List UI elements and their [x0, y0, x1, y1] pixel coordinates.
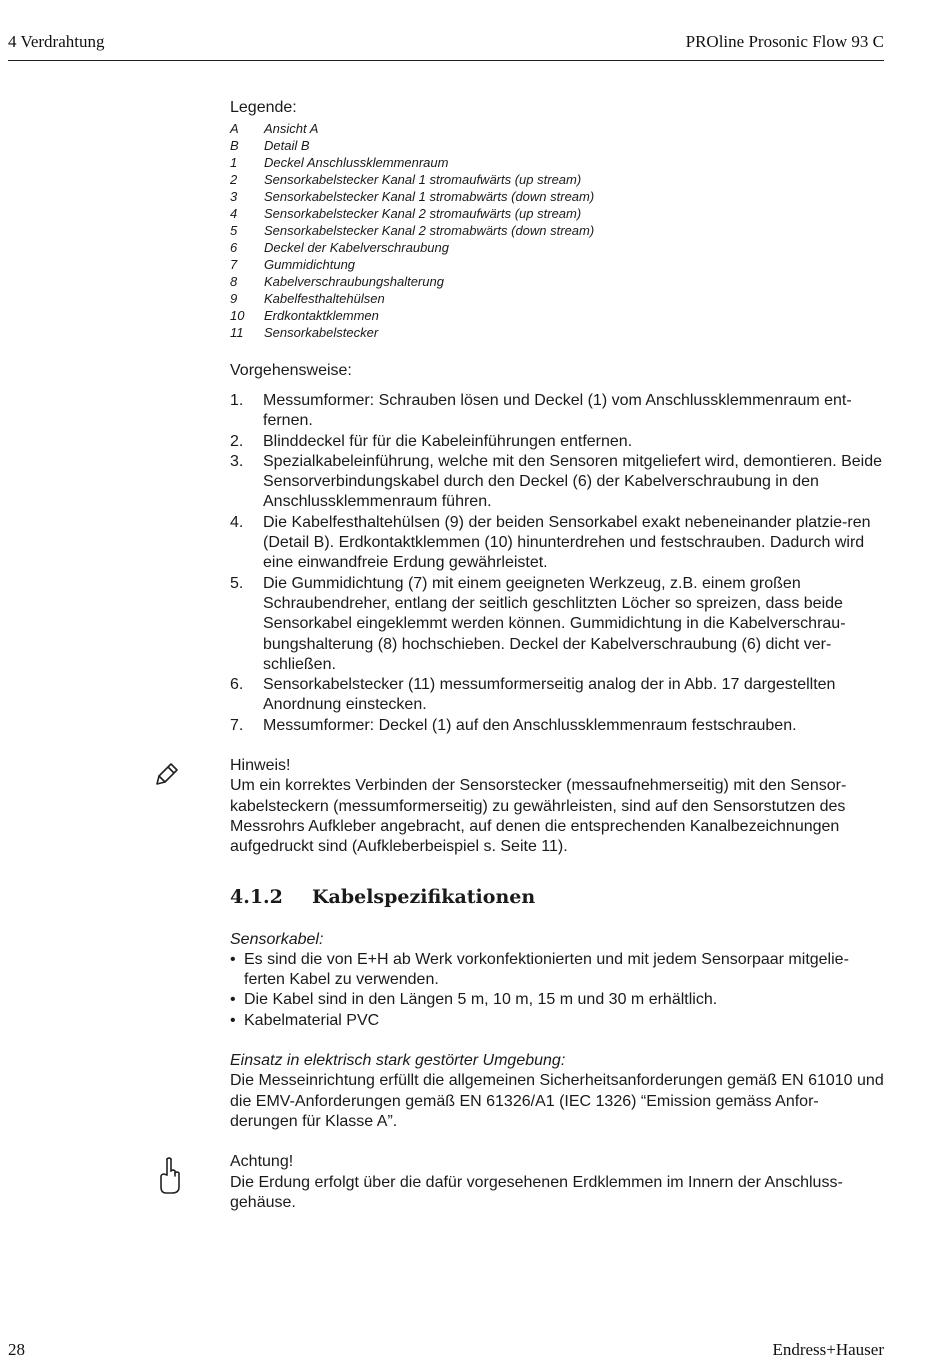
legend-key: 7 [230, 257, 238, 272]
emc-block [230, 1051, 885, 1132]
procedure-step [230, 574, 885, 675]
legend-key: 4 [230, 206, 238, 221]
legend-text: Detail B [264, 138, 310, 153]
legend-item [230, 290, 885, 307]
legend-text: Sensorkabelstecker [264, 325, 379, 340]
legend-text: Sensorkabelstecker Kanal 1 stromabwärts (down stream) [264, 189, 595, 204]
legend-item [230, 307, 885, 324]
bullet-text: Die Kabel sind in den Längen 5 m, 10 m, 15 m und 30 m erhältlich. [244, 991, 718, 1009]
bullet-item: • Die Kabel sind in den Längen 5 m, 10 m, 15 m und 30 m erhältlich. [230, 990, 885, 1010]
legend-key: 1 [230, 155, 238, 170]
legend-text: Kabelverschraubungshalterung [264, 274, 444, 289]
legend-key: 6 [230, 240, 238, 255]
procedure-step [230, 452, 885, 513]
step-text: Messumformer: Deckel (1) auf den Anschlussklemmenraum festschrauben. [263, 716, 797, 734]
bullet-item: • Es sind die von E+H ab Werk vorkonfektionierten und mit jedem Sensorpaar mitgelie-ferten Kabel zu verwenden. [230, 950, 885, 991]
caution-text: Die Erdung erfolgt über die dafür vorgesehenen Erdklemmen im Innern der Anschluss-gehäuse. [230, 1173, 843, 1211]
legend-text: Erdkontaktklemmen [264, 308, 379, 323]
step-number: 3. [230, 452, 244, 470]
page-content [230, 98, 885, 1213]
legend-item [230, 324, 885, 341]
section-heading [230, 886, 885, 908]
legend-item [230, 137, 885, 154]
step-number: 1. [230, 392, 244, 409]
legend-item [230, 222, 885, 239]
legend-text: Sensorkabelstecker Kanal 1 stromaufwärts (up stream) [264, 172, 582, 187]
caution-block [230, 1152, 885, 1213]
bullet-text: Kabelmaterial PVC [244, 1011, 380, 1029]
legend-item [230, 188, 885, 205]
legend-key: B [230, 138, 239, 153]
procedure-steps [230, 391, 885, 736]
legend-item [230, 273, 885, 290]
procedure-step [230, 391, 885, 432]
legend-text: Gummidichtung [264, 257, 356, 272]
legend-item [230, 171, 885, 188]
sensor-cable-title: Sensorkabel: [230, 930, 324, 948]
procedure-step [230, 432, 885, 452]
sensor-cable-block [230, 930, 885, 1031]
step-text: Die Gummidichtung (7) mit einem geeigneten Werkzeug, z.B. einem großen Schraubendreher, entlang der seitlich geschlitzten Löcher so spreizen, dass beide Sensorkabel eingeklemmt werden können. Gummidichtung in die Kabelverschrau-bungshalterung (8) hochschieben. Deckel der Kabelverschraubung (6) dicht ver-schließen. [263, 574, 846, 673]
step-number: 2. [230, 432, 244, 450]
legend-text: Sensorkabelstecker Kanal 2 stromabwärts (down stream) [264, 223, 595, 238]
header-chapter: 4 Verdrahtung [8, 32, 105, 51]
step-text: Spezialkabeleinführung, welche mit den Sensoren mitgeliefert wird, demontieren. Beide Sensorverbindungskabel durch den Deckel (6) der Kabelverschraubung in den Anschlussklemmenraum führen. [263, 452, 883, 511]
emc-text: Die Messeinrichtung erfüllt die allgemeinen Sicherheitsanforderungen gemäß EN 61010 und die EMV-Anforderungen gemäß EN 61326/A1 (IEC 1326) “Emission gemäss Anfor-derungen für Klasse A”. [230, 1072, 884, 1130]
step-number: 7. [230, 716, 244, 734]
legend-item [230, 120, 885, 137]
legend-item [230, 205, 885, 222]
pointing-hand-caution-icon [158, 1157, 182, 1195]
emc-title: Einsatz in elektrisch stark gestörter Umgebung: [230, 1052, 566, 1070]
step-number: 5. [230, 574, 244, 592]
note-title: Hinweis! [230, 757, 291, 775]
sensor-cable-bullets [230, 950, 885, 1031]
legend-item [230, 154, 885, 171]
legend-list [230, 120, 885, 341]
legend-key: A [230, 121, 239, 136]
legend-title: Legende: [230, 99, 297, 116]
step-number: 4. [230, 513, 244, 531]
legend-key: 3 [230, 189, 238, 204]
legend-key: 10 [230, 308, 245, 323]
legend-key: 8 [230, 274, 238, 289]
procedure-title: Vorgehensweise: [230, 362, 352, 379]
note-text: Um ein korrektes Verbinden der Sensorstecker (messaufnehmerseitig) mit den Sensor-kabelsteckern (messumformerseitig) zu gewährleisten, sind auf den Sensorstutzen des Messrohrs Aufkleber angebracht, auf denen die entsprechenden Kanalbezeichnungen aufgedruckt sind (Aufkleberbeispiel s. Seite 11). [230, 777, 847, 856]
legend-key: 9 [230, 291, 238, 306]
brand-logo-text: Endress+Hauser [772, 1340, 884, 1359]
legend-text: Sensorkabelstecker Kanal 2 stromaufwärts (up stream) [264, 206, 582, 221]
page-number: 28 [8, 1340, 25, 1359]
step-text: Sensorkabelstecker (11) messumformerseitig analog der in Abb. 17 dargestellten Anordnung einstecken. [263, 676, 836, 714]
legend-key: 5 [230, 223, 238, 238]
legend-key: 11 [230, 325, 244, 340]
legend-item [230, 239, 885, 256]
step-text: Messumformer: Schrauben lösen und Deckel (1) vom Anschlussklemmenraum ent-fernen. [263, 392, 852, 430]
procedure-step [230, 513, 885, 574]
step-text: Blinddeckel für für die Kabeleinführungen entfernen. [263, 432, 633, 450]
procedure-step [230, 675, 885, 716]
header-product: PROline Prosonic Flow 93 C [685, 32, 884, 51]
legend-text: Deckel der Kabelverschraubung [264, 240, 449, 255]
step-text: Die Kabelfesthaltehülsen (9) der beiden Sensorkabel exakt nebeneinander platzie-ren (Detail B). Erdkontaktklemmen (10) hinunterdrehen und festschrauben. Dadurch wird eine einwandfreie Erdung gewährleistet. [263, 513, 871, 572]
step-number: 6. [230, 676, 244, 694]
section-number: 4.1.2 [230, 885, 283, 908]
legend-text: Deckel Anschlussklemmenraum [264, 155, 449, 170]
legend-key: 2 [230, 172, 238, 187]
procedure-step [230, 716, 885, 736]
caution-title: Achtung! [230, 1153, 294, 1171]
bullet-text: Es sind die von E+H ab Werk vorkonfektionierten und mit jedem Sensorpaar mitgelie-ferten Kabel zu verwenden. [244, 950, 849, 989]
bullet-item: • Kabelmaterial PVC [230, 1011, 885, 1031]
legend-item [230, 256, 885, 273]
pencil-note-icon [155, 760, 181, 786]
legend-text: Ansicht A [264, 121, 319, 136]
legend-text: Kabelfesthaltehülsen [264, 291, 385, 306]
section-title: Kabelspezifikationen [312, 885, 536, 908]
header-rule [8, 60, 884, 61]
note-block [230, 756, 885, 857]
